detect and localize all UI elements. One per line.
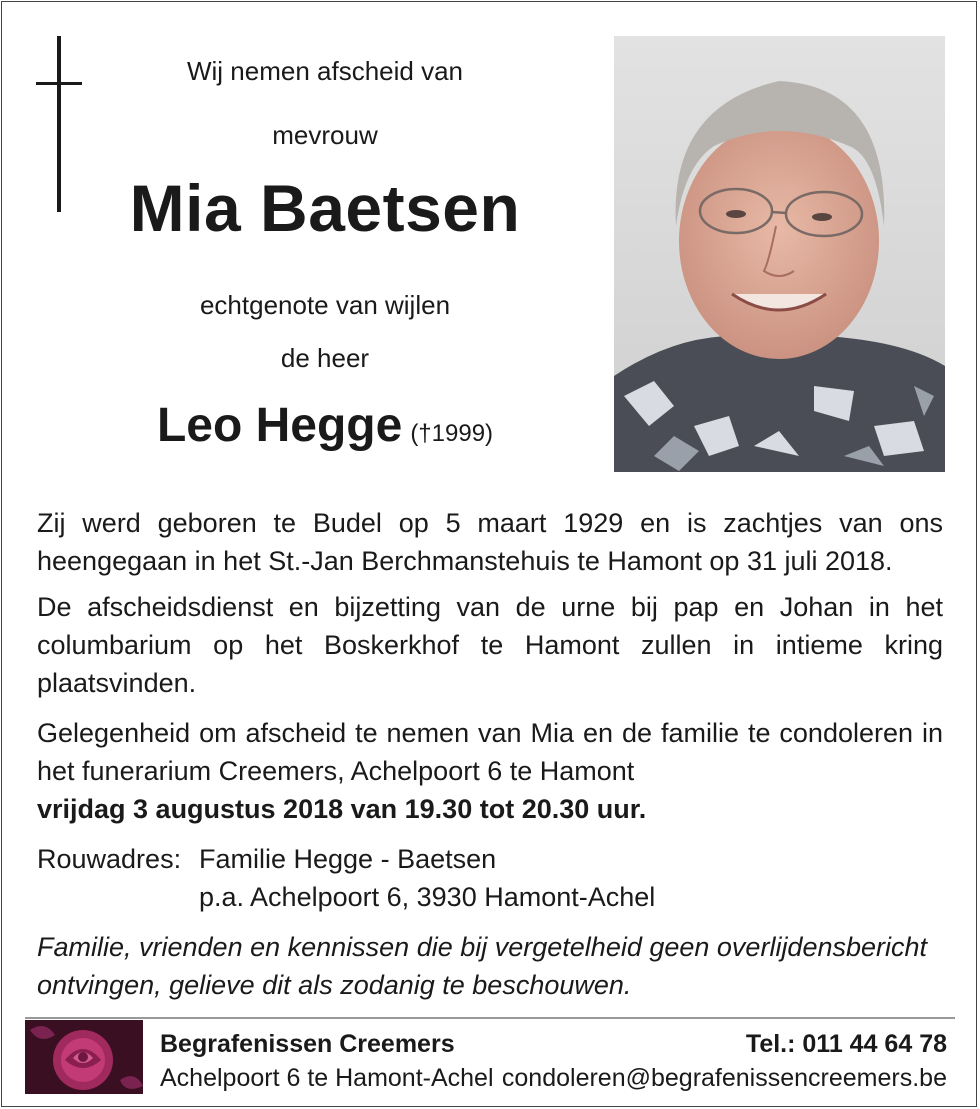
deceased-name: Mia Baetsen [129, 171, 521, 245]
address-label: Rouwadres: [37, 844, 182, 874]
paragraph-service: De afscheidsdienst en bijzetting van de urne bij pap en Johan in het columbarium op het Boskerkhof te Hamont zullen in intieme kring plaatsvinden. [37, 592, 943, 698]
company-address: Achelpoort 6 te Hamont-Achel [160, 1064, 494, 1092]
address-line-2: p.a. Achelpoort 6, 3930 Hamont-Achel [199, 882, 656, 912]
honorific-text: mevrouw [272, 120, 378, 150]
visitation-text: Gelegenheid om afscheid te nemen van Mia en de familie te condoleren in het funerarium Creemers, Achelpoort 6 te Hamont [37, 718, 943, 786]
paragraph-visitation [37, 714, 943, 828]
company-email[interactable]: condoleren@begrafenissencreemers.be [501, 1064, 947, 1092]
spouse-death-year: (†1999) [410, 420, 494, 447]
mourning-address [37, 840, 655, 916]
company-name: Begrafenissen Creemers [160, 1030, 455, 1058]
portrait-photo [614, 36, 945, 472]
address-line-1: Familie Hegge - Baetsen [199, 844, 497, 874]
footer-divider [25, 1017, 955, 1019]
spouse-line [60, 398, 590, 453]
spouse-honorific: de heer [280, 343, 370, 373]
relation-text: echtgenote van wijlen [199, 290, 451, 320]
paragraph-birth-death: Zij werd geboren te Budel op 5 maart 1929 en is zachtjes van ons heengegaan in het St.-Jan Berchmanstehuis te Hamont op 31 juli 2018. [37, 508, 943, 576]
company-phone: Tel.: 011 44 64 78 [745, 1030, 947, 1058]
rose-image [25, 1020, 143, 1094]
spouse-name: Leo Hegge [156, 399, 403, 452]
courtesy-note: Familie, vrienden en kennissen die bij vergetelheid geen overlijdensbericht ontvingen, gelieve dit als zodanig te beschouwen. [37, 932, 928, 1000]
intro-text: Wij nemen afscheid van [186, 56, 464, 86]
visitation-time: vrijdag 3 augustus 2018 van 19.30 tot 20.30 uur. [37, 794, 647, 824]
